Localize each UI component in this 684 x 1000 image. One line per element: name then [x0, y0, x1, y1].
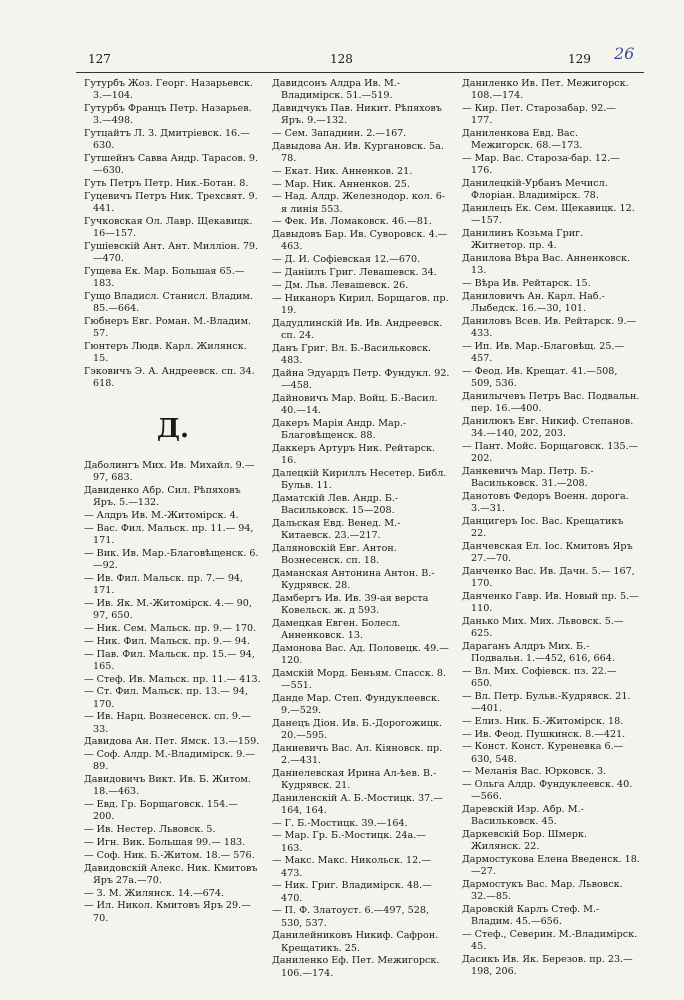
directory-entry: — Вик. Ив. Мар.-Благовѣщенск. 6.—92. [84, 548, 259, 572]
directory-entry: Дасикъ Ив. Як. Березов. пр. 23.— 198, 206. [462, 954, 633, 978]
directory-entry: — Мар. Ник. Анненков. 25. [272, 178, 410, 190]
directory-entry: Гутурбъ Францъ Петр. Назарьев. 3.—498. [84, 103, 252, 127]
directory-entry: Даниловичъ Ан. Карл. Наб.-Лыбедск. 16.—30, 101. [462, 290, 605, 314]
directory-entry: Данилова Вѣра Вас. Анненковск. 13. [462, 253, 631, 277]
directory-entry: Данде Мар. Степ. Фундуклеевск. 9.—529. [272, 692, 440, 716]
directory-entry: — Ник. Сем. Мальск. пр. 9.— 170. [84, 623, 257, 634]
page-number-right: 129 [568, 52, 591, 66]
directory-entry: Даниленкова Евд. Вас. Межигорск. 68.—173. [462, 128, 583, 152]
directory-entry: — Фек. Ив. Ломаковск. 46.—81. [272, 216, 432, 228]
directory-entry: — Конст. Конст. Куреневка 6.— 630, 548. [462, 741, 624, 765]
directory-entry: Данилычевъ Петръ Вас. Подвальн. пер. 16.—400. [462, 390, 640, 414]
directory-entry: — Пант. Мойс. Борщаговск. 135.—202. [462, 440, 639, 464]
directory-entry: — Над. Алдр. Железнодор. кол. 6-я линія 553. [272, 191, 446, 215]
directory-entry: Дамбергъ Ив. Ив. 39-ая верста Ковельск. ж. д 593. [272, 592, 429, 616]
directory-entry: Дадудлинскій Ив. Ив. Андреевск. сп. 24. [272, 317, 443, 341]
directory-entry: Гуцевичъ Петръ Ник. Трехсвят. 9. 441. [84, 190, 258, 214]
directory-entry: Гучковская Ол. Лавр. Щекавицк. 16—157. [84, 215, 253, 239]
directory-entry: — Вѣра Ив. Рейтарск. 15. [462, 278, 591, 289]
directory-entry: Даркевскій Бор. Шмерк. Жилянск. 22. [462, 829, 587, 853]
directory-entry: — Даніилъ Григ. Левашевск. 34. [272, 266, 437, 278]
directory-entry: Даниленко Еф. Пет. Межигорск. 106.—174. [272, 955, 440, 979]
directory-entry: — Феод. Ив. Крещат. 41.—508, 509, 536. [462, 365, 618, 389]
directory-entry: Данченко Вас. Ив. Дачн. 5.— 167, 170. [462, 565, 635, 589]
directory-entry: Данилецъ Ек. Сем. Щекавицк. 12.—157. [462, 203, 635, 227]
header-rule [76, 72, 644, 73]
directory-entry: — Ив. Як. М.-Житомірск. 4.— 90, 97, 650. [84, 598, 252, 622]
directory-entry: Данько Мих. Мих. Львовск. 5.— 625. [462, 615, 624, 639]
directory-entry: Дараганъ Алдръ Мих. Б.-Подвальн. 1.—452, 616, 664. [462, 640, 615, 664]
directory-entry: — Г. Б.-Мостицк. 39.—164. [272, 817, 408, 829]
directory-entry: Давидсонъ Алдра Ив. М.-Владимірск. 51.—519. [272, 78, 401, 102]
directory-entry: — Игн. Вик. Большая 99.— 183. [84, 836, 246, 848]
directory-entry: — Пав. Фил. Мальск. пр. 15.— 94, 165. [84, 648, 255, 672]
directory-entry: Дармостукъ Вас. Мар. Львовск. 32.—85. [462, 879, 623, 903]
directory-entry: — Д. И. Софіевская 12.—670. [272, 254, 421, 266]
directory-entry: Дамонова Вас. Ад. Половецк. 49.—120. [272, 642, 449, 666]
directory-entry: Дайновичъ Мар. Войц. Б.-Васил. 40.—14. [272, 392, 438, 416]
directory-entry: — Ип. Ив. Мар.-Благовѣщ. 25.— 457. [462, 340, 625, 364]
directory-entry: — Сем. Западнин. 2.—167. [272, 128, 407, 139]
directory-entry: Дармостукова Елена Введенск. 18.—27. [462, 854, 640, 878]
directory-entry: Далецкій Кириллъ Несетер. Библ. Бульв. 11. [272, 467, 447, 491]
directory-entry: — Ив. Фил. Мальск. пр. 7.— 94, 171. [84, 573, 244, 597]
directory-entry: Даниленскій А. Б.-Мостицк. 37.— 164, 164. [272, 792, 443, 816]
directory-entry: — Вл. Петр. Бульв.-Кудрявск. 21.—401. [462, 690, 631, 714]
directory-entry: Данченко Гавр. Ив. Новый пр. 5.—110. [462, 590, 639, 614]
directory-entry: Гюбнеръ Евг. Роман. М.-Владим. 57. [84, 315, 252, 339]
directory-entry: — Елиз. Ник. Б.-Житомірск. 18. [462, 715, 624, 727]
directory-entry: — Ив. Нестер. Львовск. 5. [84, 824, 216, 836]
directory-entry: — Екат. Ник. Анненков. 21. [272, 165, 413, 177]
directory-entry: — Макс. Макс. Никольск. 12.— 473. [272, 855, 431, 879]
directory-entry: — Ник. Григ. Владимірск. 48.— 470. [272, 880, 432, 904]
directory-entry: Даматскій Лев. Андр. Б.-Васильковск. 15—208. [272, 492, 399, 516]
directory-entry: — Ив. Нарц. Вознесенск. сп. 9.—33. [84, 711, 251, 735]
directory-entry: Давидчукъ Пав. Никит. Рѣпяховъ Яръ. 9.—132. [272, 103, 442, 127]
directory-entry: — Кир. Пет. Старозабар. 92.— 177. [462, 103, 616, 127]
directory-entry: Данилинъ Козьма Григ. Житнетор. пр. 4. [462, 228, 584, 252]
page-header [0, 0, 684, 70]
directory-entry: Данилейниковъ Никиф. Сафрон. Крещатикъ. 25. [272, 930, 439, 954]
directory-entry: Даревскій Изр. Абр. М.-Васильковск. 45. [462, 804, 584, 828]
directory-entry: Даниленко Ив. Пет. Межигорск. 108.—174. [462, 78, 629, 102]
handwritten-page-mark: 26 [614, 44, 635, 63]
directory-entry: Гушіевскій Ант. Ант. Милліон. 79.—470. [84, 240, 259, 264]
directory-entry: — Ст. Фил. Мальск. пр. 13.— 94, 170. [84, 686, 249, 710]
directory-entry: — Ольга Алдр. Фундуклеевск. 40.—566. [462, 779, 633, 803]
directory-entry: — Алдръ Ив. М.-Житомірск. 4. [84, 510, 239, 522]
directory-columns [84, 78, 654, 993]
directory-entry: Даккеръ Артуръ Ник. Рейтарск. 16. [272, 442, 436, 466]
directory-entry: — Мар. Гр. Б.-Мостицк. 24а.— 163. [272, 830, 426, 854]
directory-entry: Данъ Григ. Вл. Б.-Васильковск. 483. [272, 342, 432, 366]
directory-entry: — Дм. Льв. Левашевск. 26. [272, 279, 409, 291]
directory-entry: — Ил. Никол. Кмитовъ Яръ 29.— 70. [84, 900, 251, 924]
directory-entry: Даманская Антонина Антон. В.-Кудрявск. 28. [272, 567, 435, 591]
directory-entry: Даниелевская Ирина Ал-ѣев. В.-Кудрявск. 21. [272, 767, 437, 791]
directory-entry: Дальская Евд. Венед. М.-Китаевск. 23.—217. [272, 517, 401, 541]
directory-entry: Данчевская Ел. Іос. Кмитовъ Яръ 27.—70. [462, 540, 633, 564]
directory-entry: Даболингъ Мих. Ив. Михайл. 9.— 97, 683. [84, 460, 255, 484]
directory-entry: Даниловъ Всев. Ив. Рейтарск. 9.—433. [462, 315, 637, 339]
directory-entry: Гущо Владисл. Станисл. Владим. 85.—664. [84, 290, 253, 314]
directory-entry: — Евд. Гр. Борщаговск. 154.— 200. [84, 799, 238, 823]
directory-entry: — Стеф. Ив. Мальск. пр. 11.— 413. [84, 673, 261, 685]
column-1 [84, 78, 262, 993]
directory-entry: Давыдовъ Бар. Ив. Суворовск. 4.—463. [272, 229, 448, 253]
directory-entry: Гутшейнъ Савва Андр. Тарасов. 9.—630. [84, 153, 259, 177]
directory-entry: Даниевичъ Вас. Ал. Кіяновск. пр. 2.—431. [272, 742, 443, 766]
directory-entry: — Вас. Фил. Мальск. пр. 11.— 94, 171. [84, 523, 254, 547]
directory-entry: Давидова Ан. Пет. Ямск. 13.—159. [84, 736, 260, 748]
directory-entry: Гуть Петръ Петр. Ник.-Ботан. 8. [84, 178, 249, 189]
directory-entry: Гущева Ек. Мар. Большая 65.— 183. [84, 265, 245, 289]
directory-entry: Дайна Эдуардъ Петр. Фундукл. 92.—458. [272, 367, 450, 391]
directory-entry: Данецъ Діон. Ив. Б.-Дорогожицк. 20.—595. [272, 717, 442, 741]
directory-entry: — Никаноръ Кирил. Борщагов. пр. 19. [272, 292, 449, 316]
directory-entry: Дамскій Морд. Беньям. Спасск. 8.—551. [272, 667, 447, 691]
directory-entry: Данилецкій-Урбанъ Мечисл. Флоріан. Владимірск. 78. [462, 178, 608, 202]
directory-entry: Данкевичъ Мар. Петр. Б.-Васильковск. 31.—208. [462, 465, 594, 489]
directory-entry: Давидовскій Алекс. Ник. Кмитовъ Яръ 27а.—70. [84, 862, 258, 886]
directory-entry: — Вл. Мих. Софіевск. пз. 22.— 650. [462, 665, 617, 689]
directory-entry: Гэковичъ Э. А. Андреевск. сп. 34. 618. [84, 365, 255, 389]
directory-entry: Давидовичъ Викт. Ив. Б. Житом. 18.—463. [84, 774, 251, 798]
directory-entry: — Ив. Феод. Пушкинск. 8.—421. [462, 728, 626, 740]
directory-entry: — Ник. Фил. Мальск. пр. 9.— 94. [84, 635, 251, 647]
column-2 [272, 78, 450, 993]
directory-entry: Данотовъ Федоръ Военн. дорога. 3.—31. [462, 490, 629, 514]
directory-entry: Гюнтеръ Людв. Карл. Жилянск. 15. [84, 340, 247, 364]
directory-entry: Даровскій Карлъ Стеф. М.-Владим. 45.—656. [462, 904, 600, 928]
directory-entry: Данилюкъ Евг. Никиф. Степанов. 34.—140, 202, 203. [462, 415, 634, 439]
directory-entry: Даляновскій Евг. Антон. Вознесенск. сп. 18. [272, 542, 397, 566]
page-number-middle: 128 [330, 52, 353, 66]
directory-entry: Дакеръ Марія Андр. Мар.-Благовѣщенск. 88. [272, 417, 407, 441]
directory-entry: — Мар. Вас. Староза-бар. 12.— 176. [462, 153, 620, 177]
directory-entry: — Меланія Вас. Юрковск. 3. [462, 766, 607, 778]
directory-entry: — Соф. Ник. Б.-Житом. 18.— 576. [84, 849, 255, 861]
directory-entry: Давыдова Ан. Ив. Кургановск. 5а. 78. [272, 140, 444, 164]
directory-entry: Гутцайтъ Л. З. Дмитріевск. 16.— 630. [84, 128, 250, 152]
directory-entry: Давиденко Абр. Сил. Рѣпяховъ Яръ. 5.—132. [84, 485, 241, 509]
directory-entry: Дамецкая Евген. Болесл. Анненковск. 13. [272, 617, 401, 641]
page-number-left: 127 [88, 52, 111, 66]
directory-entry: — Стеф., Северин. М.-Владимірск. 45. [462, 929, 638, 953]
section-letter: Д. [156, 414, 190, 445]
directory-entry: — Соф. Алдр. М.-Владимірск. 9.—89. [84, 749, 256, 773]
directory-entry: — З. М. Жилянск. 14.—674. [84, 887, 225, 899]
directory-entry: — П. Ф. Златоуст. 6.—497, 528, 530, 537. [272, 905, 429, 929]
directory-entry: Гутурбъ Жоз. Георг. Назарьевск. 3.—104. [84, 78, 253, 102]
directory-entry: Данцигеръ Іос. Вас. Крещатикъ 22. [462, 515, 624, 539]
column-3 [462, 78, 640, 993]
